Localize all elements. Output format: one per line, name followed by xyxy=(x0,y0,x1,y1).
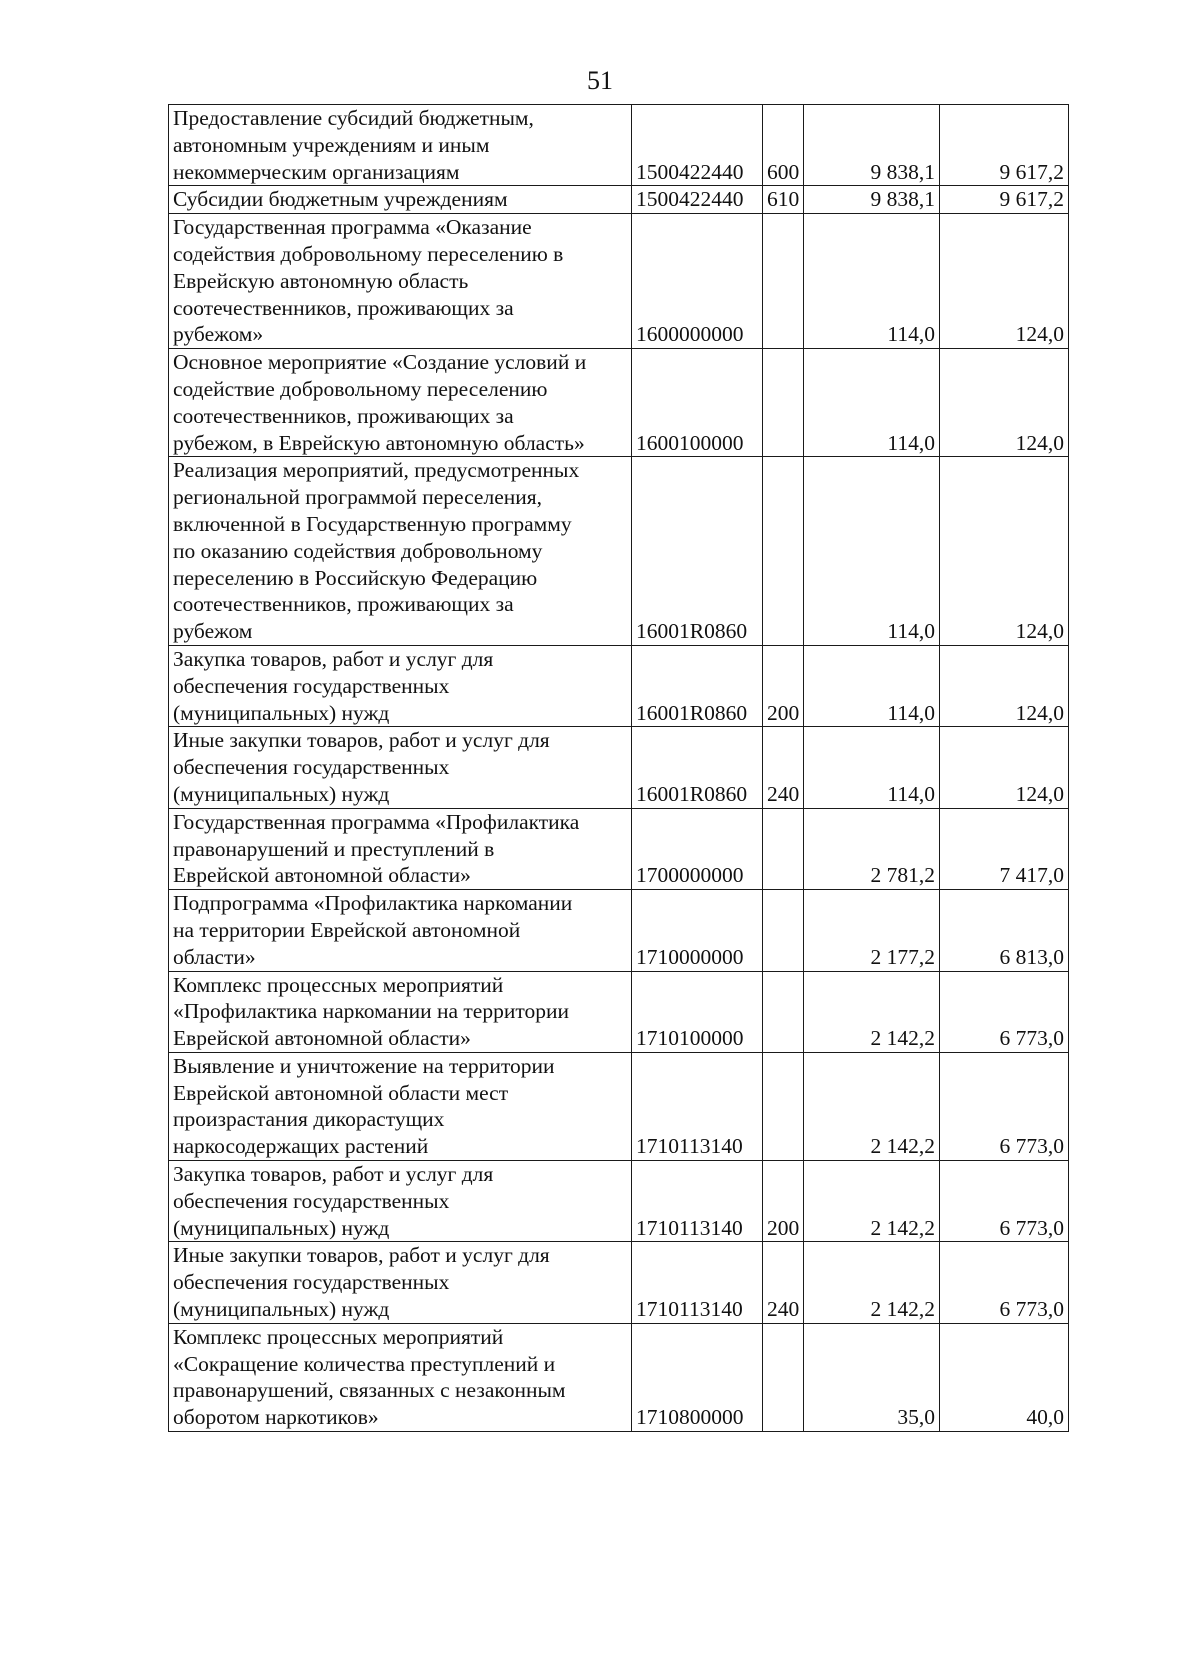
row-code-cell: 16001R0860 xyxy=(632,457,763,646)
row-name-line: на территории Еврейской автономной xyxy=(173,917,521,942)
row-name-line: Еврейской автономной области» xyxy=(173,863,471,888)
row-value-2023-cell: 35,0 xyxy=(804,1323,940,1431)
row-value-2023-cell: 114,0 xyxy=(804,214,940,349)
row-name-line: Закупка товаров, работ и услуг для xyxy=(173,1162,494,1187)
row-value-2023-cell: 2 177,2 xyxy=(804,890,940,971)
row-value-2024-cell: 124,0 xyxy=(940,645,1069,726)
row-name-cell xyxy=(169,645,632,726)
row-name-line: Еврейскую автономную область xyxy=(173,268,469,293)
row-value-2023-cell: 114,0 xyxy=(804,727,940,808)
row-name-cell xyxy=(169,971,632,1052)
budget-table-body xyxy=(169,105,1069,1432)
row-name-line: Иные закупки товаров, работ и услуг для xyxy=(173,1243,550,1268)
row-name-line: произрастания дикорастущих xyxy=(173,1107,445,1132)
table-row xyxy=(169,1161,1069,1242)
row-expense-type-cell: 200 xyxy=(763,645,804,726)
row-value-2024-cell: 124,0 xyxy=(940,457,1069,646)
row-expense-type-cell xyxy=(763,971,804,1052)
row-name-line: рубежом, в Еврейскую автономную область» xyxy=(173,430,585,455)
row-code-cell: 1600100000 xyxy=(632,349,763,457)
row-name-line: Субсидии бюджетным учреждениям xyxy=(173,187,508,212)
row-value-2024-cell: 6 813,0 xyxy=(940,890,1069,971)
page-number: 51 xyxy=(587,66,613,95)
row-name-cell xyxy=(169,186,632,214)
table-row xyxy=(169,971,1069,1052)
row-name-line: правонарушений и преступлений в xyxy=(173,836,495,861)
row-name-line: рубежом» xyxy=(173,322,264,347)
row-name-line: оборотом наркотиков» xyxy=(173,1405,379,1430)
row-name-cell xyxy=(169,349,632,457)
row-name-line: соотечественников, проживающих за xyxy=(173,592,514,617)
row-name-cell xyxy=(169,1161,632,1242)
table-row xyxy=(169,214,1069,349)
row-expense-type-cell xyxy=(763,214,804,349)
table-row xyxy=(169,1323,1069,1431)
row-name-line: (муниципальных) нужд xyxy=(173,781,390,806)
table-row xyxy=(169,349,1069,457)
row-name-line: Государственная программа «Оказание xyxy=(173,215,532,240)
row-name-line: включенной в Государственную программу xyxy=(173,511,572,536)
row-name-line: Предоставление субсидий бюджетным, xyxy=(173,106,534,130)
row-code-cell: 16001R0860 xyxy=(632,645,763,726)
row-name-line: региональной программой переселения, xyxy=(173,485,543,510)
row-expense-type-cell: 240 xyxy=(763,727,804,808)
row-value-2023-cell: 114,0 xyxy=(804,349,940,457)
row-name-line: правонарушений, связанных с незаконным xyxy=(173,1378,566,1403)
row-expense-type-cell xyxy=(763,890,804,971)
row-name-line: Реализация мероприятий, предусмотренных xyxy=(173,458,580,483)
row-name-line: обеспечения государственных xyxy=(173,755,450,780)
row-expense-type-cell: 600 xyxy=(763,105,804,186)
row-name-line: обеспечения государственных xyxy=(173,673,450,698)
row-expense-type-cell xyxy=(763,1052,804,1160)
row-name-cell xyxy=(169,105,632,186)
row-code-cell: 1710113140 xyxy=(632,1052,763,1160)
row-code-cell: 1600000000 xyxy=(632,214,763,349)
row-code-cell: 1710000000 xyxy=(632,890,763,971)
row-code-cell: 1710113140 xyxy=(632,1161,763,1242)
table-row xyxy=(169,727,1069,808)
row-expense-type-cell: 610 xyxy=(763,186,804,214)
row-name-line: содействие добровольному переселению xyxy=(173,376,548,401)
table-row xyxy=(169,1052,1069,1160)
row-name-line: Подпрограмма «Профилактика наркомании xyxy=(173,891,573,916)
row-code-cell: 1710113140 xyxy=(632,1242,763,1323)
row-expense-type-cell xyxy=(763,1323,804,1431)
row-name-line: некоммерческим организациям xyxy=(173,159,460,184)
row-value-2023-cell: 9 838,1 xyxy=(804,186,940,214)
row-value-2023-cell: 2 142,2 xyxy=(804,971,940,1052)
row-value-2024-cell: 124,0 xyxy=(940,349,1069,457)
row-value-2024-cell: 124,0 xyxy=(940,214,1069,349)
row-name-line: обеспечения государственных xyxy=(173,1270,450,1295)
row-name-line: соотечественников, проживающих за xyxy=(173,403,514,428)
row-value-2024-cell: 124,0 xyxy=(940,727,1069,808)
row-name-line: рубежом xyxy=(173,619,253,644)
row-value-2023-cell: 2 781,2 xyxy=(804,808,940,889)
table-row xyxy=(169,186,1069,214)
row-name-line: наркосодержащих растений xyxy=(173,1134,429,1159)
row-name-line: Еврейской автономной области мест xyxy=(173,1080,509,1105)
row-value-2023-cell: 114,0 xyxy=(804,645,940,726)
row-value-2024-cell: 9 617,2 xyxy=(940,186,1069,214)
row-name-line: содействия добровольному переселению в xyxy=(173,241,564,266)
row-value-2023-cell: 9 838,1 xyxy=(804,105,940,186)
row-expense-type-cell: 200 xyxy=(763,1161,804,1242)
row-name-line: Еврейской автономной области» xyxy=(173,1026,471,1051)
row-code-cell: 1500422440 xyxy=(632,186,763,214)
row-name-line: (муниципальных) нужд xyxy=(173,700,390,725)
row-code-cell: 1710100000 xyxy=(632,971,763,1052)
row-value-2023-cell: 114,0 xyxy=(804,457,940,646)
row-name-line: Иные закупки товаров, работ и услуг для xyxy=(173,728,550,753)
row-name-line: по оказанию содействия добровольному xyxy=(173,538,543,563)
row-name-line: Закупка товаров, работ и услуг для xyxy=(173,646,494,671)
row-name-line: «Профилактика наркомании на территории xyxy=(173,999,569,1024)
table-row xyxy=(169,105,1069,186)
table-row xyxy=(169,645,1069,726)
row-name-line: (муниципальных) нужд xyxy=(173,1215,390,1240)
row-name-cell xyxy=(169,890,632,971)
row-expense-type-cell: 240 xyxy=(763,1242,804,1323)
row-value-2024-cell: 6 773,0 xyxy=(940,1242,1069,1323)
table-row xyxy=(169,890,1069,971)
row-name-cell xyxy=(169,727,632,808)
row-name-line: (муниципальных) нужд xyxy=(173,1297,390,1322)
row-name-line: переселению в Российскую Федерацию xyxy=(173,565,538,590)
row-name-line: области» xyxy=(173,944,256,969)
row-name-line: Комплекс процессных мероприятий xyxy=(173,972,504,997)
row-value-2024-cell: 6 773,0 xyxy=(940,1161,1069,1242)
row-name-cell xyxy=(169,1323,632,1431)
row-code-cell: 1710800000 xyxy=(632,1323,763,1431)
row-name-line: «Сокращение количества преступлений и xyxy=(173,1351,556,1376)
row-value-2024-cell: 40,0 xyxy=(940,1323,1069,1431)
table-row xyxy=(169,1242,1069,1323)
row-expense-type-cell xyxy=(763,457,804,646)
row-value-2024-cell: 6 773,0 xyxy=(940,971,1069,1052)
budget-table xyxy=(168,104,1069,1432)
row-name-cell xyxy=(169,214,632,349)
table-row xyxy=(169,457,1069,646)
row-value-2023-cell: 2 142,2 xyxy=(804,1161,940,1242)
row-name-cell xyxy=(169,1052,632,1160)
row-name-cell xyxy=(169,1242,632,1323)
row-code-cell: 1700000000 xyxy=(632,808,763,889)
row-value-2024-cell: 9 617,2 xyxy=(940,105,1069,186)
row-value-2023-cell: 2 142,2 xyxy=(804,1052,940,1160)
row-expense-type-cell xyxy=(763,349,804,457)
table-row xyxy=(169,808,1069,889)
row-value-2024-cell: 6 773,0 xyxy=(940,1052,1069,1160)
row-name-cell xyxy=(169,457,632,646)
row-code-cell: 1500422440 xyxy=(632,105,763,186)
row-name-cell xyxy=(169,808,632,889)
row-name-line: обеспечения государственных xyxy=(173,1188,450,1213)
row-value-2024-cell: 7 417,0 xyxy=(940,808,1069,889)
row-name-line: Государственная программа «Профилактика xyxy=(173,809,580,834)
row-name-line: автономным учреждениям и иным xyxy=(173,132,490,157)
row-value-2023-cell: 2 142,2 xyxy=(804,1242,940,1323)
row-name-line: соотечественников, проживающих за xyxy=(173,295,514,320)
row-code-cell: 16001R0860 xyxy=(632,727,763,808)
row-name-line: Комплекс процессных мероприятий xyxy=(173,1324,504,1349)
row-expense-type-cell xyxy=(763,808,804,889)
row-name-line: Основное мероприятие «Создание условий и xyxy=(173,350,587,375)
row-name-line: Выявление и уничтожение на территории xyxy=(173,1053,555,1078)
